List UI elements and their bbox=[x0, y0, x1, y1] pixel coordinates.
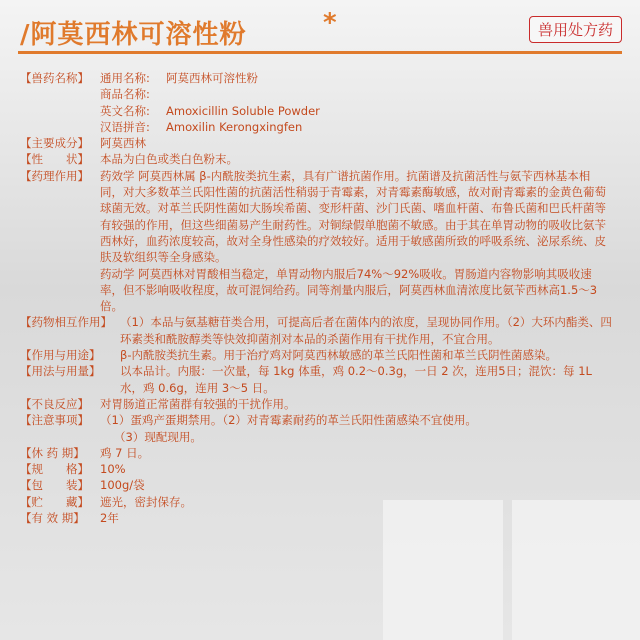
trade-name-key: 商品名称: bbox=[100, 87, 150, 102]
storage-text: 遮光，密封保存。 bbox=[100, 494, 192, 509]
section-spec bbox=[20, 461, 612, 477]
watermark-patch-left bbox=[383, 500, 503, 640]
section-appearance bbox=[20, 151, 612, 167]
section-adverse bbox=[20, 396, 612, 412]
label-dosage: 【用法与用量】 bbox=[20, 364, 101, 379]
label-ingredient: 【主要成分】 bbox=[20, 136, 89, 151]
dosage-text: 以本品计。内服：一次量，每 1kg 体重，鸡 0.2～0.3g，一日 2 次，连用5日；混饮：每 1L 水，鸡 0.6g，连用 3～5 日。 bbox=[120, 364, 592, 395]
label-package: 【包 装】 bbox=[20, 478, 89, 493]
product-title: /阿莫西林可溶性粉 bbox=[20, 20, 247, 50]
title-bar bbox=[18, 8, 622, 50]
label-storage: 【贮 藏】 bbox=[20, 494, 89, 509]
prescription-badge: 兽用处方药 bbox=[529, 16, 622, 43]
label-caution: 【注意事项】 bbox=[20, 413, 89, 428]
title-divider bbox=[18, 51, 622, 54]
section-dosage bbox=[20, 363, 612, 396]
label-withdrawal: 【休 药 期】 bbox=[20, 445, 85, 460]
section-withdrawal bbox=[20, 445, 612, 461]
interaction-text: （1）本品与氨基糖苷类合用，可提高后者在菌体内的浓度，呈现协同作用。（2）大环内酯类、四环素类和酰胺醇类等快效抑菌剂对本品的杀菌作用有干扰作用，不宜合用。 bbox=[120, 315, 612, 346]
english-name-value: Amoxicillin Soluble Powder bbox=[166, 103, 320, 118]
label-spec: 【规 格】 bbox=[20, 462, 89, 477]
label-adverse: 【不良反应】 bbox=[20, 396, 89, 411]
pinyin-value: Amoxilin Kerongxingfen bbox=[166, 119, 303, 134]
generic-name-value: 阿莫西林可溶性粉 bbox=[166, 71, 258, 85]
adverse-text: 对胃肠道正常菌群有较强的干扰作用。 bbox=[100, 396, 296, 411]
label-pharmacology: 【药理作用】 bbox=[20, 168, 89, 183]
section-name bbox=[20, 70, 612, 135]
label-name: 【兽药名称】 bbox=[20, 71, 89, 85]
section-caution bbox=[20, 412, 612, 445]
section-interaction bbox=[20, 314, 612, 347]
label-appearance: 【性 状】 bbox=[20, 152, 89, 167]
pinyin-key: 汉语拼音: bbox=[100, 119, 150, 134]
indication-text: β-内酰胺类抗生素。用于治疗鸡对阿莫西林敏感的革兰氏阳性菌和革兰氏阴性菌感染。 bbox=[120, 348, 557, 363]
pharmacodynamics-text: 药效学 阿莫西林属 β-内酰胺类抗生素，具有广谱抗菌作用。抗菌谱及抗菌活性与氨苄西林基本相同，对大多数革兰氏阳性菌的抗菌活性稍弱于青霉素，对青霉素酶敏感，故对耐青霉素的金黄色葡萄球菌无效。对革兰氏阴性菌如大肠埃希菌、变形杆菌、沙门氏菌、嗜血杆菌、布鲁氏菌和巴氏杆菌等有较强的作用，但这些细菌易产生耐药性。对铜绿假单胞菌不敏感。由于其在单胃动物的吸收比氨苄西林好，血药浓度较高，故对全身性感染的疗效较好。适用于敏感菌所致的呼吸系统、泌尿系统、皮肤及软组织等全身感染。 bbox=[100, 168, 606, 265]
section-indication bbox=[20, 347, 612, 363]
pharmacokinetics-text: 药动学 阿莫西林对胃酸相当稳定，单胃动物内服后74%～92%吸收。胃肠道内容物影响其吸收速率，但不影响吸收程度，故可混饲给药。同等剂量内服后，阿莫西林血清浓度比氨苄西林高1.5～3倍。 bbox=[100, 266, 598, 314]
english-name-key: 英文名称: bbox=[100, 103, 150, 118]
watermark-patch-right bbox=[512, 500, 640, 640]
validity-text: 2年 bbox=[100, 511, 119, 526]
label-content bbox=[20, 70, 612, 526]
section-ingredient bbox=[20, 135, 612, 151]
withdrawal-text: 鸡 7 日。 bbox=[100, 445, 150, 460]
label-validity: 【有 效 期】 bbox=[20, 511, 85, 526]
section-pharmacology bbox=[20, 168, 612, 315]
caution-line-1: （1）蛋鸡产蛋期禁用。（2）对青霉素耐药的革兰氏阳性菌感染不宜使用。 bbox=[100, 413, 477, 428]
section-package bbox=[20, 477, 612, 493]
title-asterisk: * bbox=[323, 8, 337, 38]
caution-line-2: （3）现配现用。 bbox=[114, 429, 202, 444]
spec-text: 10% bbox=[100, 462, 126, 477]
generic-name-key: 通用名称: bbox=[100, 71, 150, 85]
ingredient-text: 阿莫西林 bbox=[100, 136, 146, 151]
label-interaction: 【药物相互作用】 bbox=[20, 315, 112, 330]
label-indication: 【作用与用途】 bbox=[20, 348, 101, 363]
package-text: 100g/袋 bbox=[100, 478, 145, 493]
appearance-text: 本品为白色或类白色粉末。 bbox=[100, 152, 238, 167]
